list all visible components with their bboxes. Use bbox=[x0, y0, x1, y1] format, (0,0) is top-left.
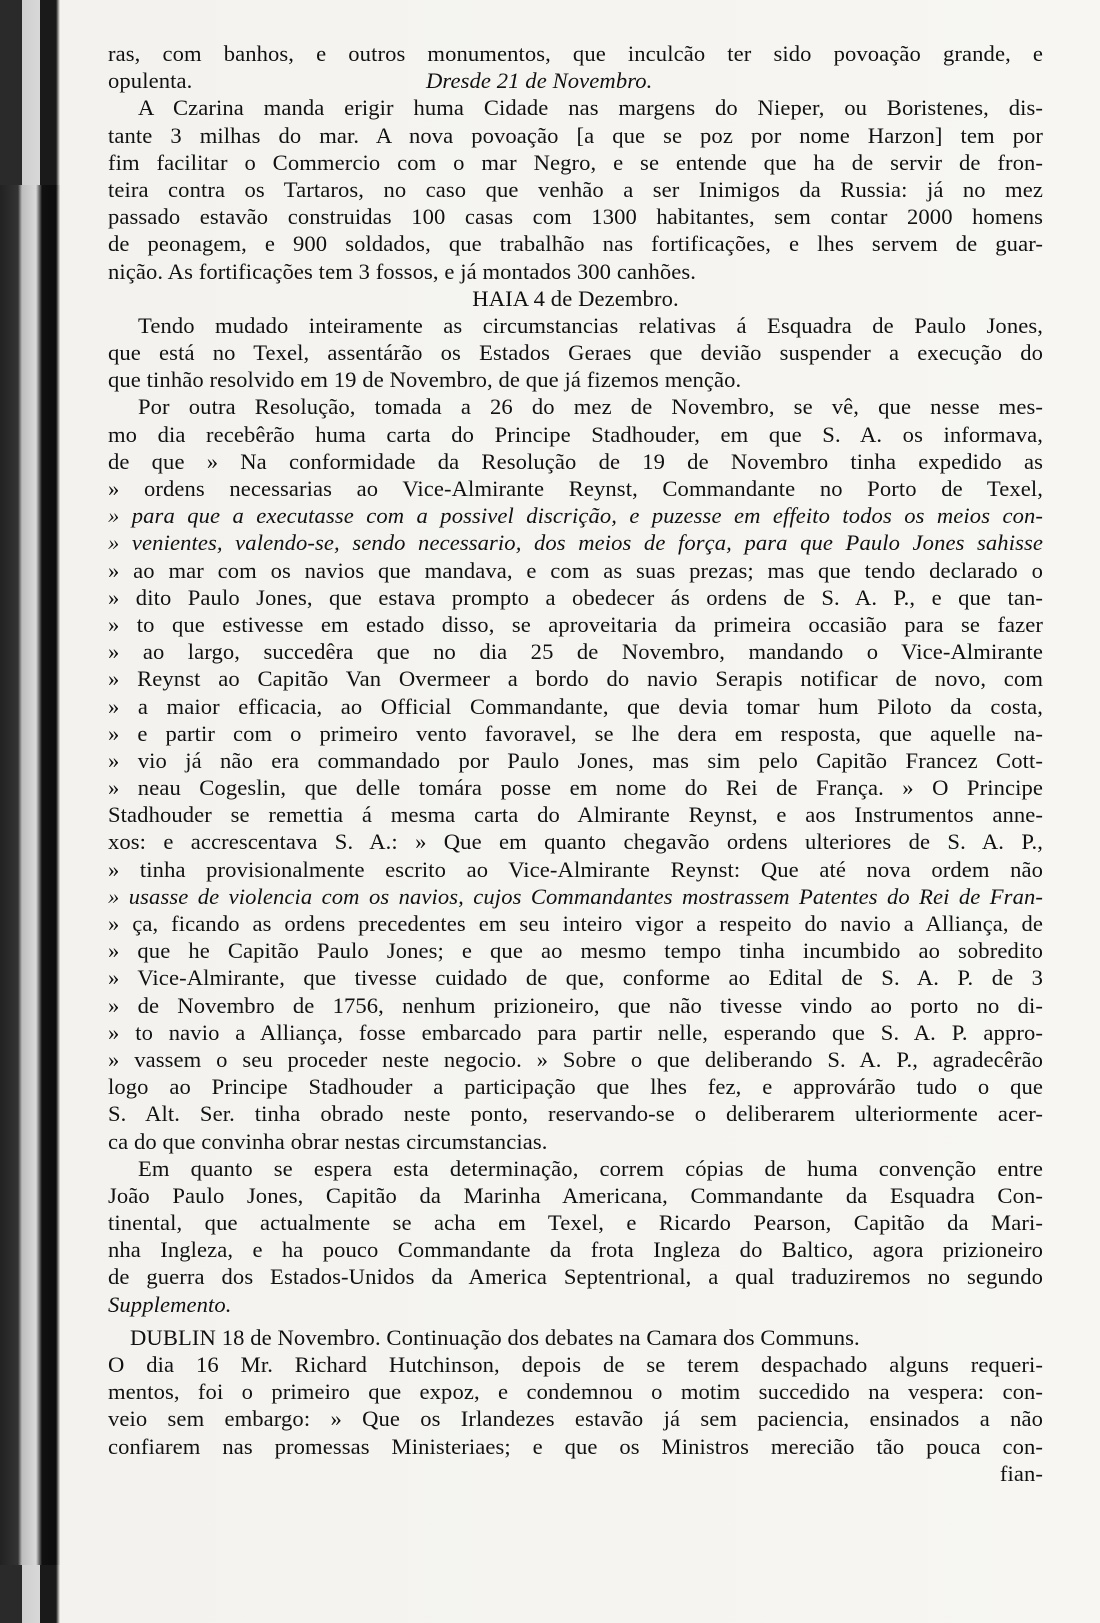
text-line: Stadhouder se remettia á mesma carta do Almirante Reynst, e aos Instrumentos anne- bbox=[108, 802, 1043, 828]
text-line: » ao largo, succedêra que no dia 25 de Novembro, mandando o Vice-Almirante bbox=[108, 639, 1043, 665]
text-line: » ao mar com os navios que mandava, e com as suas prezas; mas que tendo declarado o bbox=[108, 557, 1043, 583]
text-line: » para que a executasse com a possivel discrição, e puzesse em effeito todos os meios con- bbox=[108, 503, 1043, 529]
text-line: » ordens necessarias ao Vice-Almirante Reynst, Commandante no Porto de Texel, bbox=[108, 476, 1043, 501]
text-line: que tinhão resolvido em 19 de Novembro, de que já fizemos menção. bbox=[108, 367, 742, 393]
text-line: O dia 16 Mr. Richard Hutchinson, depois de se terem despachado alguns requeri- bbox=[108, 1352, 1043, 1377]
text-line: Por outra Resolução, tomada a 26 do mez de Novembro, se vê, que nesse mes- bbox=[138, 394, 1043, 420]
text-line: nição. As fortificações tem 3 fossos, e já montados 300 canhões. bbox=[108, 258, 697, 284]
text-line: Tendo mudado inteiramente as circumstancias relativas á Esquadra de Paulo Jones, bbox=[138, 312, 1043, 338]
text-fragment: opulenta. bbox=[108, 68, 193, 94]
text-column bbox=[108, 40, 1043, 1487]
text-line: » neau Cogeslin, que delle tomára posse em nome do Rei de França. » O Principe bbox=[108, 775, 1043, 801]
text-line: » ça, ficando as ordens precedentes em seu inteiro vigor a respeito do navio a Alliança, de bbox=[108, 911, 1043, 936]
text-line: teira contra os Tartaros, no caso que venhão a ser Inimigos da Russia: já no mez bbox=[108, 176, 1043, 202]
catchword: fian- bbox=[999, 1460, 1043, 1486]
text-line: João Paulo Jones, Capitão da Marinha Americana, Commandante da Esquadra Con- bbox=[108, 1182, 1043, 1208]
binding-edge bbox=[0, 185, 60, 1565]
dateline-dublin: DUBLIN 18 de Novembro. Continuação dos debates na Camara dos Communs. bbox=[130, 1324, 860, 1350]
text-line: » de Novembro de 1756, nenhum prizioneiro, que não tivesse vindo ao porto no di- bbox=[108, 992, 1043, 1018]
text-line: » to navio a Alliança, fosse embarcado para partir nelle, esperando que S. A. P. appro- bbox=[108, 1019, 1043, 1045]
text-line: » venientes, valendo-se, sendo necessario, dos meios de força, para que Paulo Jones sahisse bbox=[108, 530, 1043, 556]
text-line: passado estavão construidas 100 casas com 1300 habitantes, sem contar 2000 homens bbox=[108, 204, 1043, 230]
text-line bbox=[108, 67, 1043, 94]
text-line: » Vice-Almirante, que tivesse cuidado de que, conforme ao Edital de S. A. P. de 3 bbox=[108, 965, 1043, 991]
text-line: veio sem embargo: » Que os Irlandezes estavão já sem paciencia, ensinados a não bbox=[108, 1406, 1043, 1432]
text-line: xos: e accrescentava S. A.: » Que em quanto chegavão ordens ulteriores de S. A. P., bbox=[108, 829, 1043, 855]
text-line: » to que estivesse em estado disso, se aproveitaria da primeira occasião para se fazer bbox=[108, 611, 1043, 637]
dateline-dresde: Dresde 21 de Novembro. bbox=[426, 68, 653, 94]
text-line: confiarem nas promessas Ministeriaes; e que os Ministros merecião tão pouca con- bbox=[108, 1433, 1043, 1459]
text-line: mentos, foi o primeiro que expoz, e condemnou o motim succedido na vespera: con- bbox=[108, 1379, 1043, 1405]
text-line: que está no Texel, assentárão os Estados Geraes que devião suspender a execução do bbox=[108, 340, 1043, 366]
text-line: logo ao Principe Stadhouder a participação que lhes fez, e approvárão tudo o que bbox=[108, 1074, 1043, 1100]
text-line: » Reynst ao Capitão Van Overmeer a bordo do navio Serapis notificar de novo, com bbox=[108, 666, 1043, 692]
text-line: fim facilitar o Commercio com o mar Negro, e se entende que ha de servir de fron- bbox=[108, 149, 1043, 175]
text-line: Em quanto se espera esta determinação, correm cópias de huma convenção entre bbox=[138, 1155, 1043, 1181]
text-line: ras, com banhos, e outros monumentos, que inculcão ter sido povoação grande, e bbox=[108, 41, 1043, 66]
text-line: » e partir com o primeiro vento favoravel, se lhe dera em resposta, que aquelle na- bbox=[108, 720, 1043, 746]
text-line: S. Alt. Ser. tinha obrado neste ponto, reservando-se o deliberarem ulteriormente acer- bbox=[108, 1101, 1043, 1127]
text-line: Supplemento. bbox=[108, 1291, 232, 1317]
text-line: » vassem o seu proceder neste negocio. » Sobre o que deliberando S. A. P., agradecêrão bbox=[108, 1046, 1043, 1072]
text-line: A Czarina manda erigir huma Cidade nas margens do Nieper, ou Boristenes, dis- bbox=[138, 95, 1043, 121]
text-line: nha Ingleza, e ha pouco Commandante da frota Ingleza do Baltico, agora prizioneiro bbox=[108, 1237, 1043, 1263]
text-line: de peonagem, e 900 soldados, que trabalhão nas fortificações, e lhes servem de guar- bbox=[108, 231, 1043, 257]
text-line: » dito Paulo Jones, que estava prompto a obedecer ás ordens de S. A. P., e que tan- bbox=[108, 584, 1043, 610]
text-line: tinental, que actualmente se acha em Texel, e Ricardo Pearson, Capitão da Mari- bbox=[108, 1210, 1043, 1236]
text-line: de guerra dos Estados-Unidos da America Septentrional, a qual traduziremos no segundo bbox=[108, 1264, 1043, 1290]
text-line: tante 3 milhas do mar. A nova povoação [a que se poz por nome Harzon] tem por bbox=[108, 122, 1043, 148]
text-line: » que he Capitão Paulo Jones; e que ao mesmo tempo tinha incumbido ao sobredito bbox=[108, 938, 1043, 964]
text-line: ca do que convinha obrar nestas circumstancias. bbox=[108, 1128, 548, 1154]
text-line: » vio já não era commandado por Paulo Jones, mas sim pelo Capitão Francez Cott- bbox=[108, 747, 1043, 773]
dateline-haia: HAIA 4 de Dezembro. bbox=[472, 285, 679, 311]
text-line: de que » Na conformidade da Resolução de 19 de Novembro tinha expedido as bbox=[108, 448, 1043, 474]
text-line: » a maior efficacia, ao Official Commandante, que devia tomar hum Piloto da costa, bbox=[108, 693, 1043, 719]
text-line: » usasse de violencia com os navios, cujos Commandantes mostrassem Patentes do Rei de Fran- bbox=[108, 883, 1043, 909]
text-line: mo dia recebêrão huma carta do Principe Stadhouder, em que S. A. os informava, bbox=[108, 421, 1043, 447]
text-line: » tinha provisionalmente escrito ao Vice-Almirante Reynst: Que até nova ordem não bbox=[108, 856, 1043, 882]
